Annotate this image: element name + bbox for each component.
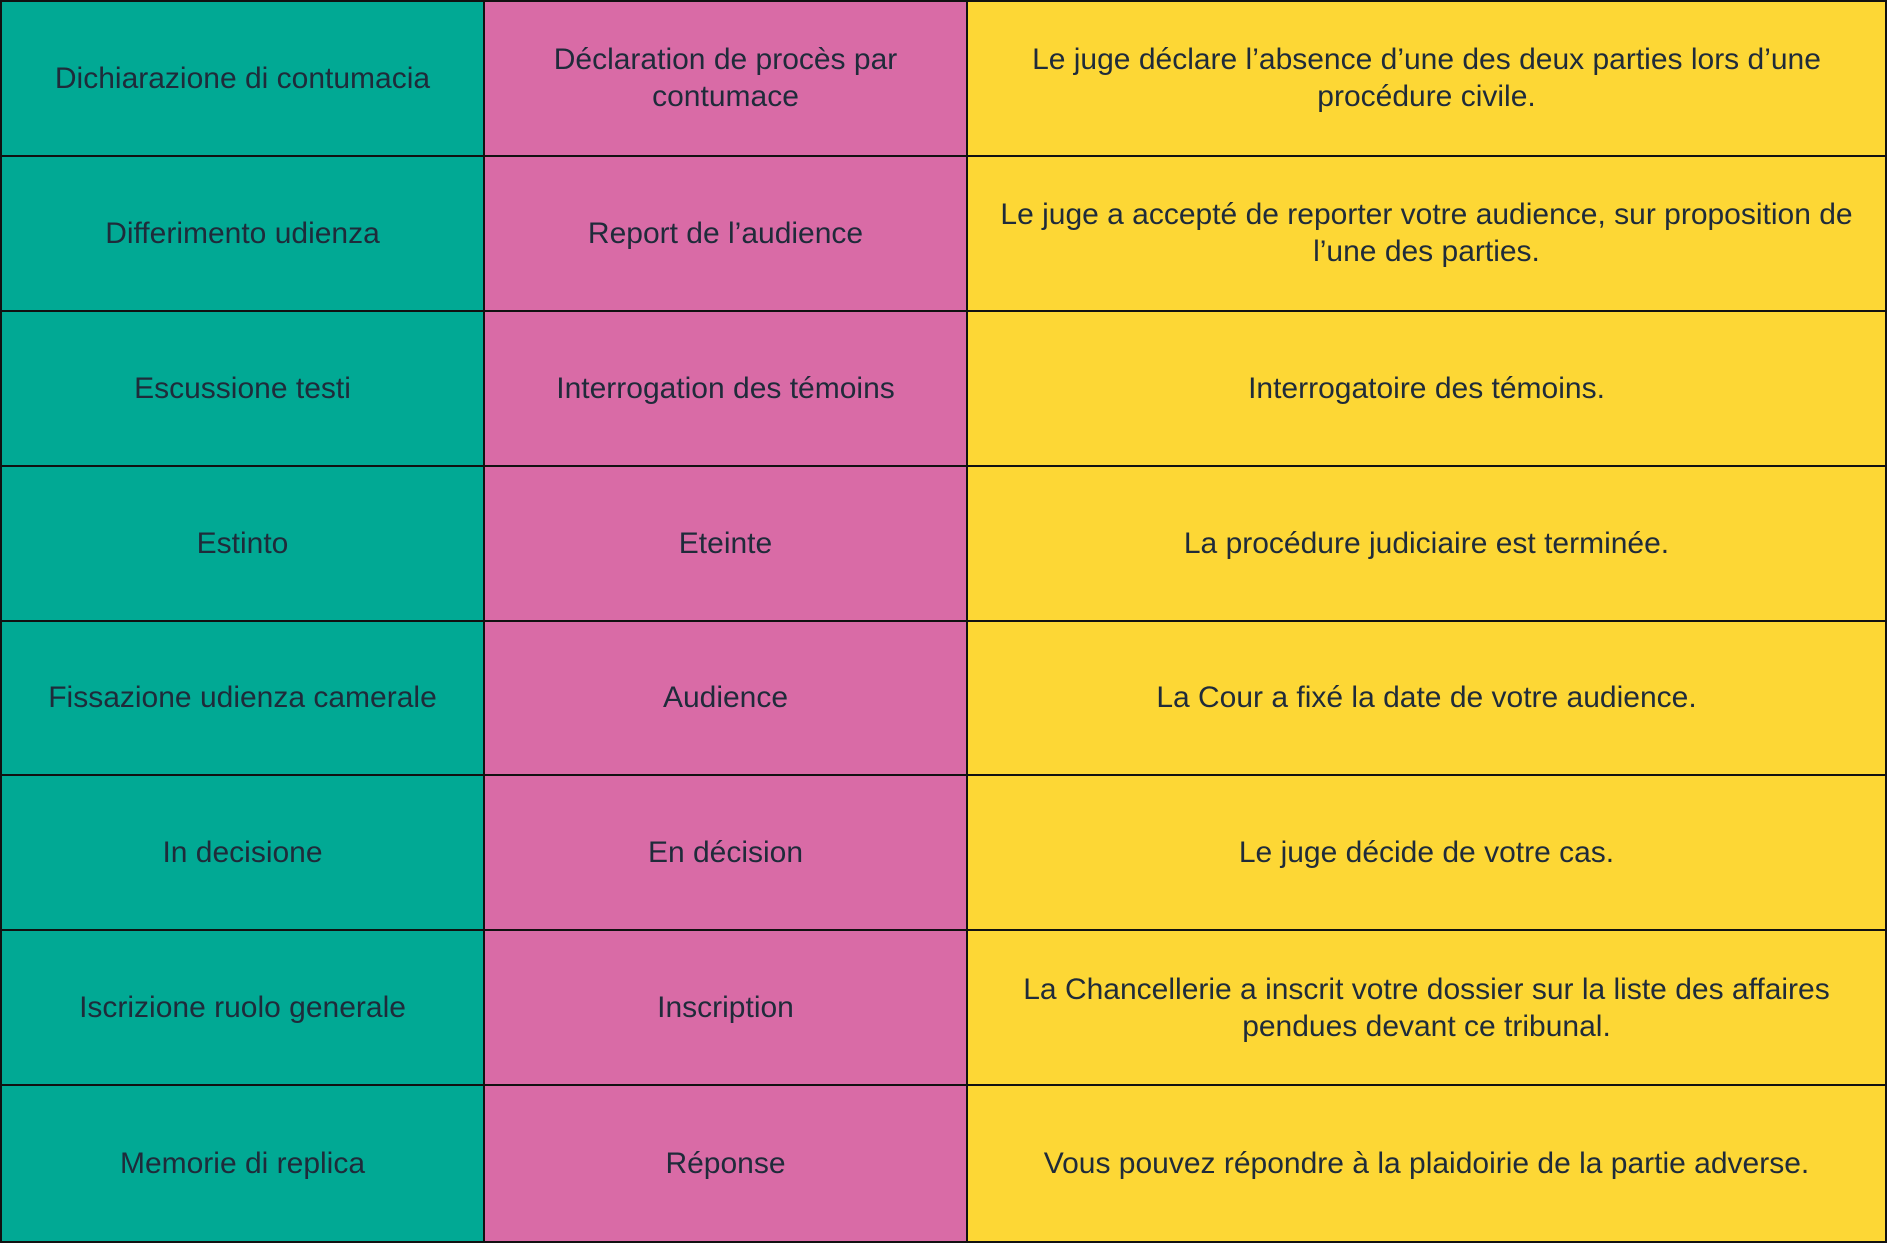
- french-term-cell: Audience: [485, 622, 968, 777]
- french-term-cell: Réponse: [485, 1086, 968, 1241]
- french-term-cell: Interrogation des témoins: [485, 312, 968, 467]
- description-cell: Interrogatoire des témoins.: [968, 312, 1885, 467]
- french-term-cell: Eteinte: [485, 467, 968, 622]
- description-cell: La Chancellerie a inscrit votre dossier sur la liste des affaires pendues devant ce tribunal.: [968, 931, 1885, 1086]
- italian-term-cell: Estinto: [2, 467, 485, 622]
- italian-term-cell: Iscrizione ruolo generale: [2, 931, 485, 1086]
- description-cell: Vous pouvez répondre à la plaidoirie de la partie adverse.: [968, 1086, 1885, 1241]
- description-cell: Le juge décide de votre cas.: [968, 776, 1885, 931]
- french-term-cell: Report de l’audience: [485, 157, 968, 312]
- italian-term-cell: Memorie di replica: [2, 1086, 485, 1241]
- french-term-cell: Déclaration de procès par contumace: [485, 2, 968, 157]
- description-cell: La procédure judiciaire est terminée.: [968, 467, 1885, 622]
- french-term-cell: Inscription: [485, 931, 968, 1086]
- italian-term-cell: In decisione: [2, 776, 485, 931]
- italian-term-cell: Escussione testi: [2, 312, 485, 467]
- french-term-cell: En décision: [485, 776, 968, 931]
- description-cell: Le juge a accepté de reporter votre audience, sur proposition de l’une des parties.: [968, 157, 1885, 312]
- description-cell: Le juge déclare l’absence d’une des deux parties lors d’une procédure civile.: [968, 2, 1885, 157]
- italian-term-cell: Dichiarazione di contumacia: [2, 2, 485, 157]
- description-cell: La Cour a fixé la date de votre audience.: [968, 622, 1885, 777]
- italian-term-cell: Fissazione udienza camerale: [2, 622, 485, 777]
- italian-term-cell: Differimento udienza: [2, 157, 485, 312]
